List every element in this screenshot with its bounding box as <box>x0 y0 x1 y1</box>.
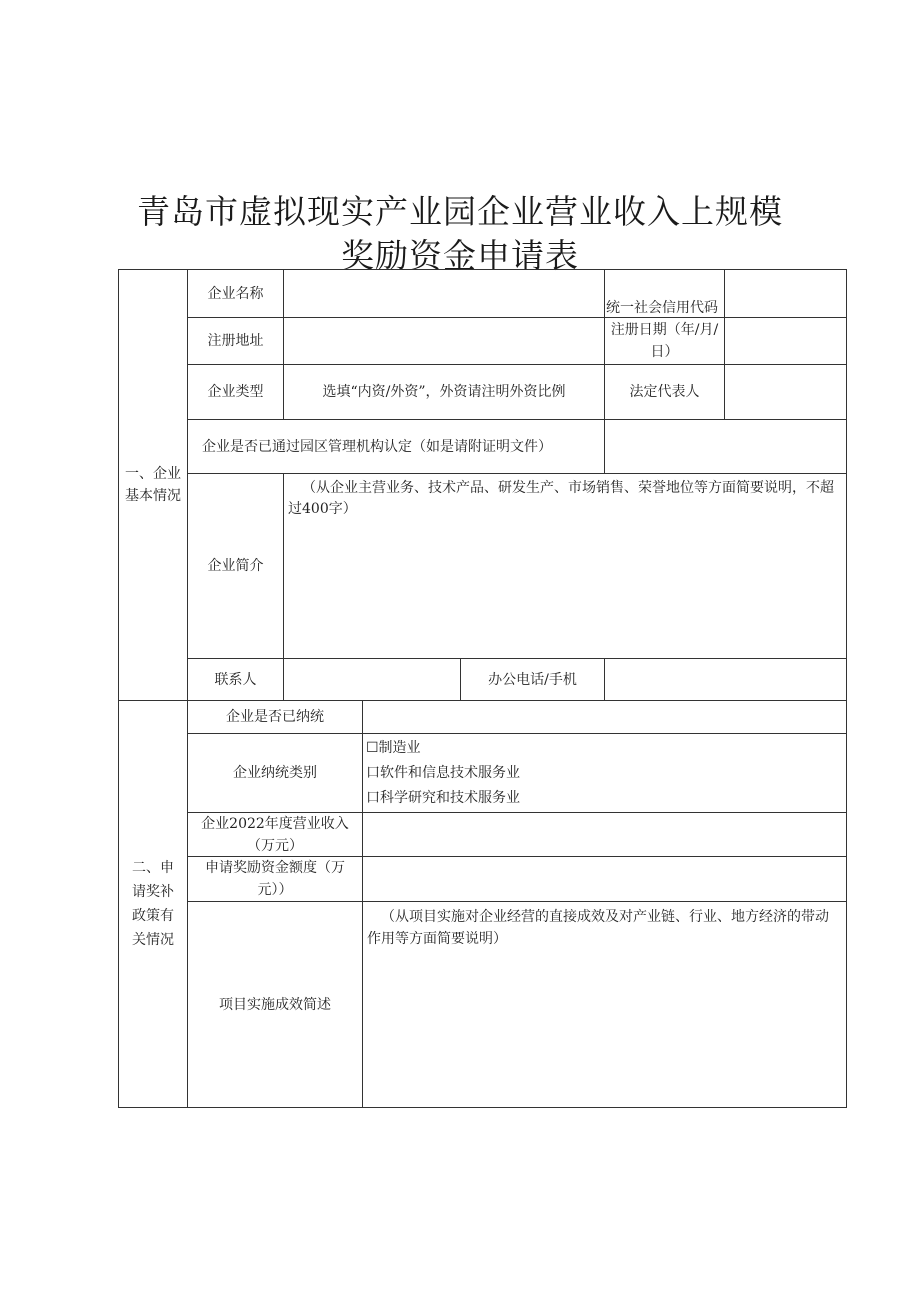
page-title-line1: 青岛市虚拟现实产业园企业营业收入上规模 <box>137 192 783 231</box>
park-cert-label: 企业是否已通过园区管理机构认定（如是请附证明文件） <box>187 419 605 474</box>
section1-heading <box>118 269 188 701</box>
contact-input[interactable] <box>283 658 461 701</box>
revenue-input[interactable] <box>362 812 847 857</box>
legal-rep-input[interactable] <box>724 364 847 420</box>
option-research-checkbox[interactable]: 口科学研究和技术服务业 <box>366 789 520 806</box>
contact-label: 联系人 <box>187 658 284 701</box>
company-name-input[interactable] <box>283 269 605 318</box>
effect-textarea[interactable] <box>362 901 847 1108</box>
option-manufacturing-checkbox[interactable]: ☐制造业 <box>366 739 421 756</box>
effect-hint: （从项目实施对企业经营的直接成效及对产业链、行业、地方经济的带动作用等方面简要说明） <box>367 909 829 947</box>
profile-label: 企业简介 <box>187 473 284 659</box>
company-name-label: 企业名称 <box>187 269 284 318</box>
company-type-label: 企业类型 <box>187 364 284 420</box>
reg-date-input[interactable] <box>724 317 847 365</box>
phone-input[interactable] <box>604 658 847 701</box>
section2-heading <box>118 700 188 1108</box>
profile-hint: （从企业主营业务、技术产品、研发生产、市场销售、荣誉地位等方面简要说明，不超过400字） <box>288 480 834 517</box>
tax-status-label: 企业是否已纳统 <box>187 700 363 734</box>
effect-label: 项目实施成效简述 <box>187 901 363 1108</box>
phone-label: 办公电话/手机 <box>460 658 605 701</box>
legal-rep-label: 法定代表人 <box>604 364 725 420</box>
reward-amount-label: 申请奖励资金额度（万元）） <box>187 856 363 902</box>
credit-code-label-cell <box>604 269 725 318</box>
company-type-input[interactable]: 选填“内资/外资”，外资请注明外资比例 <box>283 364 605 420</box>
option-software-checkbox[interactable]: 口软件和信息技术服务业 <box>366 764 520 781</box>
profile-textarea[interactable] <box>283 473 847 659</box>
tax-category-label: 企业纳统类别 <box>187 733 363 813</box>
page-title-line2: 奖励资金申请表 <box>341 236 579 275</box>
reward-amount-input[interactable] <box>362 856 847 902</box>
section2-heading-text: 二、申请奖补政策有关情况 <box>132 860 174 948</box>
tax-status-input[interactable] <box>362 700 847 734</box>
revenue-label: 企业2022年度营业收入（万元） <box>187 812 363 857</box>
section1-heading-text: 一、企业基本情况 <box>125 466 181 504</box>
tax-category-options <box>362 733 847 813</box>
credit-code-input[interactable] <box>724 269 847 318</box>
credit-code-label: 统一社会信用代码 <box>606 300 718 316</box>
park-cert-input[interactable] <box>604 419 847 474</box>
reg-address-label: 注册地址 <box>187 317 284 365</box>
reg-date-label: 注册日期（年/月/日） <box>604 317 725 365</box>
reg-address-input[interactable] <box>283 317 605 365</box>
